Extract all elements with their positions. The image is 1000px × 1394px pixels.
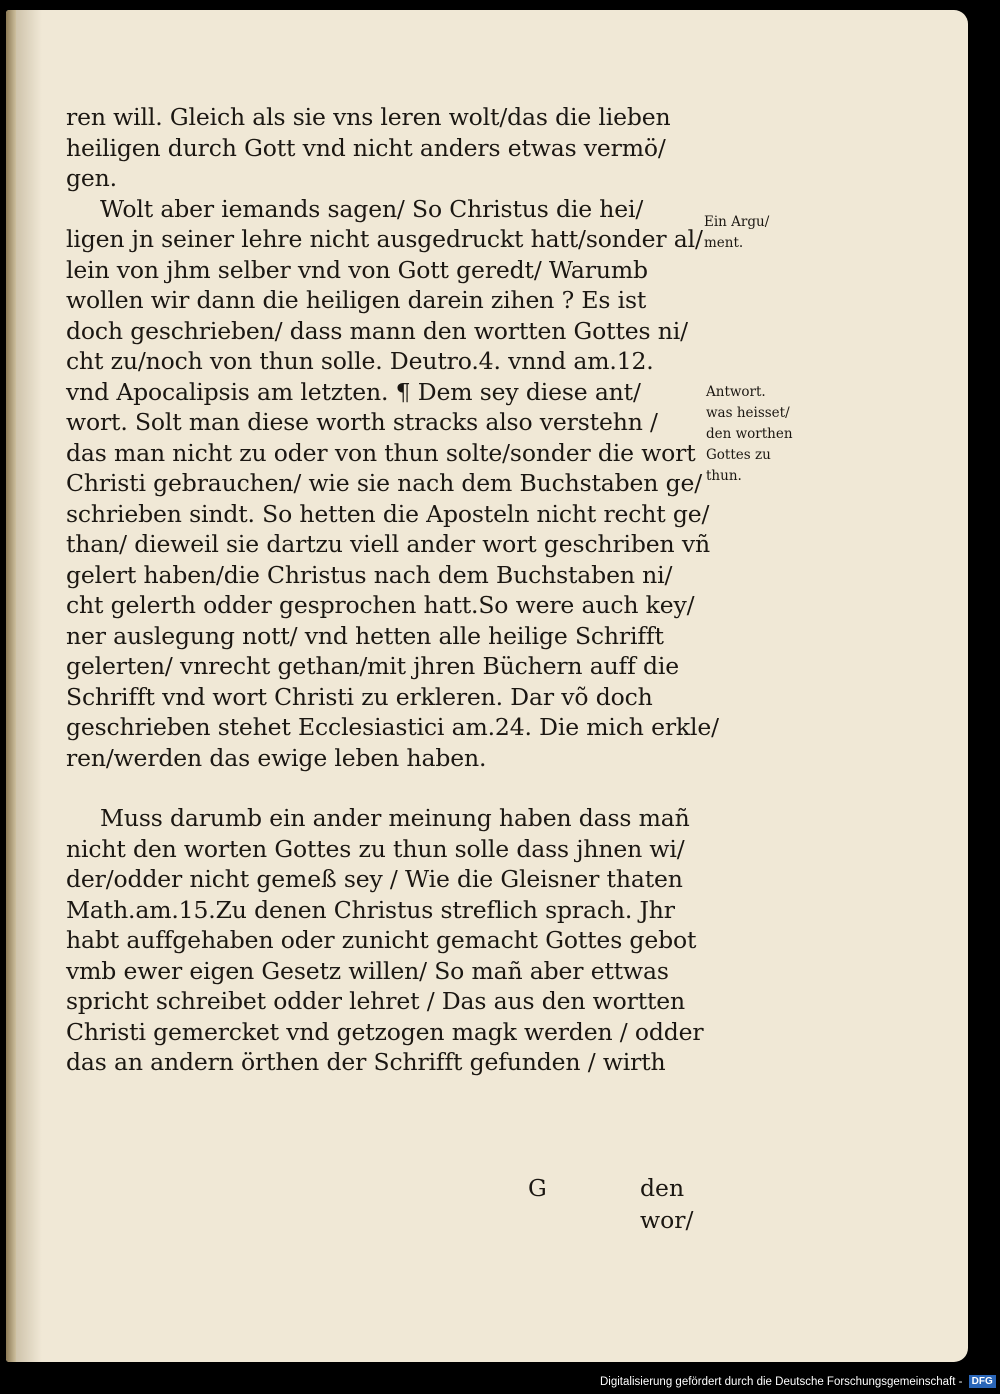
text-line: spricht schreibet odder lehret / Das aus den wortten bbox=[66, 987, 686, 1015]
text-line: cht gelerth odder gesprochen hatt.So were auch key/ bbox=[66, 591, 695, 619]
text-line: Christi gebrauchen/ wie sie nach dem Buchstaben ge/ bbox=[66, 469, 703, 497]
book-page bbox=[6, 10, 968, 1362]
text-line: das an andern örthen der Schrifft gefunden / wirth bbox=[66, 1048, 666, 1076]
dfg-logo: DFG bbox=[969, 1375, 996, 1388]
text-line: ren/werden das ewige leben haben. bbox=[66, 743, 487, 772]
text-line: der/odder nicht gemeß sey / Wie die Gleisner thaten bbox=[66, 865, 683, 893]
margin-note-line: Ein Argu/ bbox=[704, 214, 770, 230]
margin-note-answer bbox=[706, 382, 793, 487]
margin-note-line: ment. bbox=[704, 235, 744, 251]
text-line: Christi gemercket vnd getzogen magk werden / odder bbox=[66, 1017, 704, 1046]
text-line: gen. bbox=[66, 164, 117, 192]
text-line: Math.am.15.Zu denen Christus streflich sprach. Jhr bbox=[66, 895, 675, 924]
text-line: Muss darumb ein ander meinung haben dass mañ bbox=[100, 804, 690, 832]
text-line: gelert haben/die Christus nach dem Buchstaben ni/ bbox=[66, 560, 673, 589]
signature-mark: G bbox=[528, 1174, 547, 1202]
main-text-block bbox=[66, 102, 719, 1234]
text-line: habt auffgehaben oder zunicht gemacht Gottes gebot bbox=[66, 926, 697, 954]
credit-text: Digitalisierung gefördert durch die Deutsche Forschungsgemeinschaft - bbox=[600, 1376, 963, 1388]
text-line: doch geschrieben/ dass mann den wortten Gottes ni/ bbox=[66, 316, 688, 345]
gutter-shadow bbox=[16, 10, 42, 1362]
text-line: ren will. Gleich als sie vns leren wolt/das die lieben bbox=[66, 103, 671, 131]
margin-note-line: Antwort. bbox=[706, 384, 766, 400]
text-line: ligen jn seiner lehre nicht ausgedruckt hatt/sonder al/ bbox=[66, 225, 703, 253]
margin-note-line: thun. bbox=[706, 468, 742, 484]
text-line: wollen wir dann die heiligen darein zihen ? Es ist bbox=[66, 286, 647, 314]
page-spine bbox=[6, 10, 16, 1362]
margin-note-line: Gottes zu bbox=[706, 447, 771, 463]
text-line: wort. Solt man diese worth stracks also verstehn / bbox=[66, 408, 658, 436]
paragraph-gap bbox=[66, 773, 706, 803]
text-line: schrieben sindt. So hetten die Aposteln nicht recht ge/ bbox=[66, 499, 710, 528]
margin-note-line: den worthen bbox=[706, 426, 793, 442]
text-line: ner auslegung nott/ vnd hetten alle heilige Schrifft bbox=[66, 621, 664, 650]
text-line: cht zu/noch von thun solle. Deutro.4. vnnd am.12. bbox=[66, 347, 654, 375]
text-line: Wolt aber iemands sagen/ So Christus die hei/ bbox=[100, 194, 644, 223]
text-line: than/ dieweil sie dartzu viell ander wort geschriben vñ bbox=[66, 530, 710, 558]
text-line: vnd Apocalipsis am letzten. ¶ Dem sey diese ant/ bbox=[66, 377, 641, 406]
margin-note-argument bbox=[704, 212, 769, 254]
margin-note-line: was heisset/ bbox=[706, 405, 790, 421]
text-line: gelerten/ vnrecht gethan/mit jhren Büchern auff die bbox=[66, 652, 679, 680]
text-line: das man nicht zu oder von thun solte/sonder die wort bbox=[66, 438, 696, 467]
text-line: nicht den worten Gottes zu thun solle dass jhnen wi/ bbox=[66, 834, 685, 863]
page-footer-marks bbox=[66, 1172, 706, 1234]
digitization-credit bbox=[600, 1373, 992, 1391]
text-line: vmb ewer eigen Gesetz willen/ So mañ aber ettwas bbox=[66, 956, 669, 985]
text-line: heiligen durch Gott vnd nicht anders etwas vermö/ bbox=[66, 133, 666, 162]
text-line: Schrifft vnd wort Christi zu erkleren. Dar võ doch bbox=[66, 682, 653, 711]
text-line: geschrieben stehet Ecclesiastici am.24. Die mich erkle/ bbox=[66, 713, 719, 741]
text-line: lein von jhm selber vnd von Gott geredt/ Warumb bbox=[66, 255, 648, 284]
catchword: den wor/ bbox=[640, 1174, 694, 1234]
